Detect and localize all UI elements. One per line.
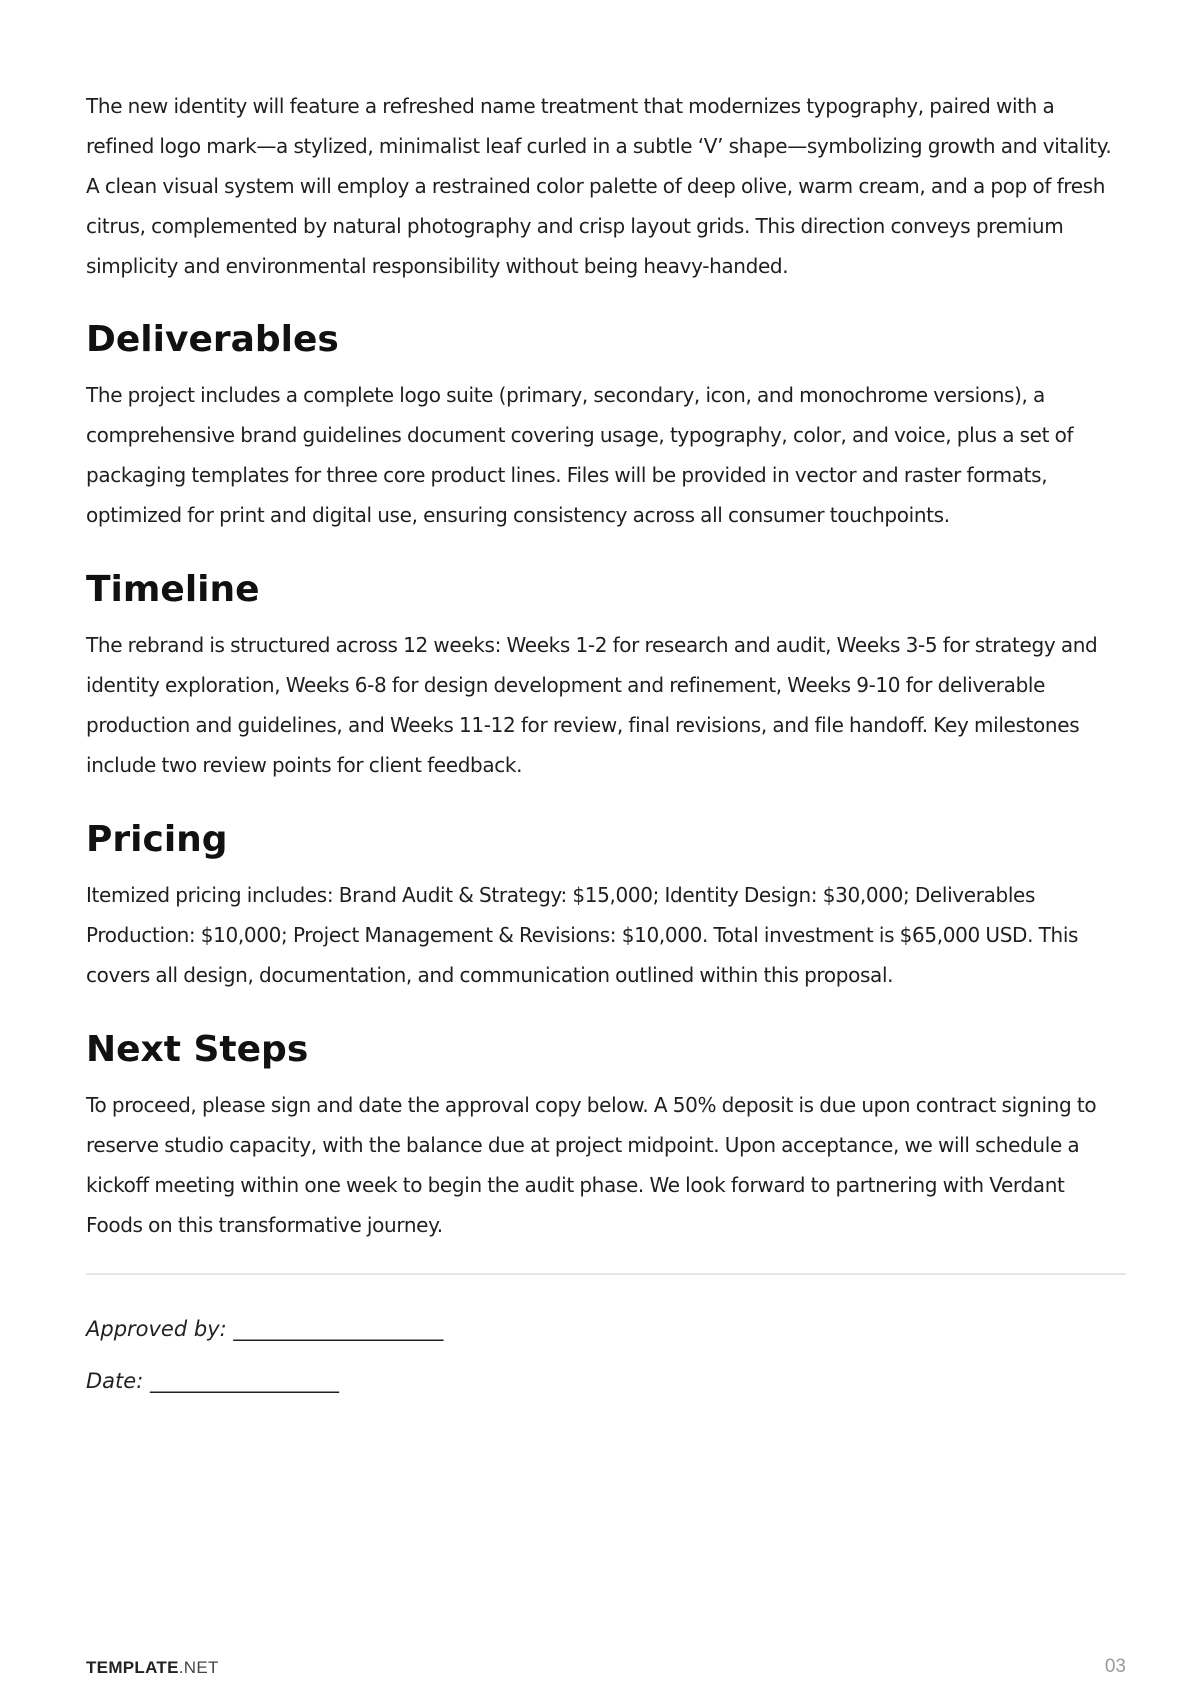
footer-brand-logo xyxy=(86,1658,219,1678)
next-steps-heading: Next Steps xyxy=(86,1029,309,1070)
signature-divider xyxy=(86,1273,1126,1275)
deliverables-heading: Deliverables xyxy=(86,319,339,360)
timeline-heading: Timeline xyxy=(86,569,260,610)
date-field[interactable]: Date: __________________ xyxy=(86,1369,339,1393)
brand-name-suffix: .NET xyxy=(178,1658,219,1677)
intro-paragraph: The new identity will feature a refreshed name treatment that modernizes typography, paired with a refined logo mark—a stylized, minimalist leaf curled in a subtle ‘V’ shape—symbolizing growth and vitality. A clean visual system will employ a restrained color palette of deep olive, warm cream, and a pop of fresh citrus, complemented by natural photography and crisp layout grids. This direction conveys premium simplicity and environmental responsibility without being heavy-handed. xyxy=(86,94,1112,278)
timeline-paragraph: The rebrand is structured across 12 weeks: Weeks 1-2 for research and audit, Weeks 3-5 for strategy and identity exploration, Weeks 6-8 for design development and refinement, Weeks 9-10 for deliverable production and guidelines, and Weeks 11-12 for review, final revisions, and file handoff. Key milestones include two review points for client feedback. xyxy=(86,633,1098,777)
approved-by-field[interactable]: Approved by: ____________________ xyxy=(86,1317,444,1341)
next-steps-paragraph: To proceed, please sign and date the approval copy below. A 50% deposit is due upon contract signing to reserve studio capacity, with the balance due at project midpoint. Upon acceptance, we will schedule a kickoff meeting within one week to begin the audit phase. We look forward to partnering with Verdant Foods on this transformative journey. xyxy=(86,1093,1097,1237)
pricing-paragraph: Itemized pricing includes: Brand Audit & Strategy: $15,000; Identity Design: $30,000; Deliverables Production: $10,000; Project Management & Revisions: $10,000. Total investment is $65,000 USD. This covers all design, documentation, and communication outlined within this proposal. xyxy=(86,883,1079,987)
pricing-heading: Pricing xyxy=(86,819,228,860)
brand-name-bold: TEMPLATE xyxy=(86,1658,179,1677)
deliverables-paragraph: The project includes a complete logo suite (primary, secondary, icon, and monochrome versions), a comprehensive brand guidelines document covering usage, typography, color, and voice, plus a set of packaging templates for three core product lines. Files will be provided in vector and raster formats, optimized for print and digital use, ensuring consistency across all consumer touchpoints. xyxy=(86,383,1074,527)
page-number: 03 xyxy=(1104,1656,1126,1677)
